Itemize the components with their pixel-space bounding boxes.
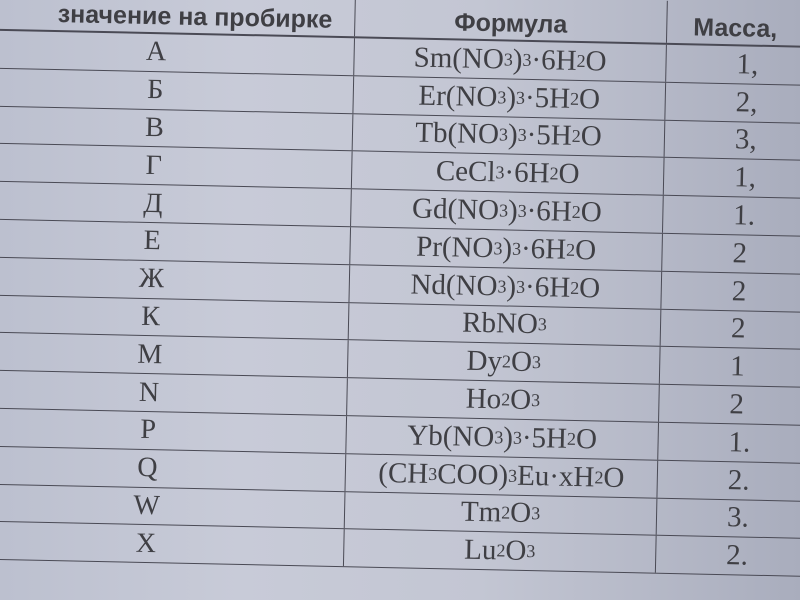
formula-text: ·6H [531,43,577,77]
formula-subscript: 3 [517,200,527,221]
chemical-formula [354,38,667,81]
formula-text: Ho [465,382,502,416]
formula-subscript: 3 [498,200,509,221]
mass-value: 3. [726,501,750,535]
formula-subscript: 3 [428,463,438,484]
mass-value: 2 [731,274,747,308]
mass-value: 1, [736,48,759,81]
formula-subscript: 3 [497,275,507,297]
formula-text: O [575,422,598,456]
formula-subscript: 2 [501,502,511,524]
tube-letter: В [0,106,353,151]
formula-subscript: 3 [526,541,536,562]
formula-subscript: 2 [569,88,580,109]
formula-subscript: 3 [537,314,548,335]
formula-subscript: 3 [497,86,507,108]
mass-value: 2. [725,539,749,572]
formula-subscript: 3 [494,427,504,448]
formula-text: ·5H [526,119,573,153]
tube-letter: W [0,483,345,528]
chemical-formula [353,76,666,119]
chemical-formula [348,341,661,384]
formula-text: ·6H [520,232,567,266]
formula-subscript: 3 [515,87,526,108]
tube-letter: Д [0,181,352,226]
formula-text: O [505,534,527,568]
tube-letter: N [0,370,348,415]
tube-letter: Ж [0,257,350,302]
formula-text: O [578,271,601,305]
tube-letter: Q [0,446,346,491]
formula-subscript: 2 [496,540,506,561]
formula-text: ·6H [524,270,571,304]
formula-subscript: 2 [570,277,580,298]
tube-letter: М [0,332,349,377]
tube-letter: Б [0,68,354,113]
formula-text: O [558,157,580,191]
formula-subscript: 2 [565,239,576,260]
mass-value: 2. [727,463,750,497]
chemical-formula [353,114,666,157]
mass-value: 2 [729,388,745,421]
formula-subscript: 3 [498,124,509,145]
formula-subscript: 2 [571,201,582,223]
formula-text: RbNO [461,307,539,341]
formula-text: Tb(NO [414,117,500,151]
formula-text: O [574,233,597,267]
formula-text: ) [506,270,517,303]
formula-subscript: 3 [517,125,527,146]
chemical-formula [344,530,657,573]
formula-subscript: 2 [549,163,559,184]
formula-subscript: 3 [515,276,526,297]
tube-letter: X [0,521,345,566]
formula-subscript: 2 [594,467,604,488]
chemical-formula [346,454,659,497]
mass-value: 2 [732,237,748,270]
formula-subscript: 2 [571,126,581,147]
formula-subscript: 3 [495,162,505,183]
formula-text: (CH [378,456,429,490]
formula-text: ) [502,232,513,265]
chemical-formula [347,378,660,421]
formula-text: ·6H [504,156,550,190]
formula-text: Tm [460,496,502,529]
formula-text: ) [507,118,519,152]
formula-text: O [509,497,532,530]
mass-value: 1. [728,426,751,459]
chemical-formula [349,265,662,308]
tube-letter: А [0,30,355,75]
formula-text: O [603,461,625,494]
formula-text: ) [512,43,523,76]
formula-text: ·5H [521,421,568,455]
formula-text: ·5H [524,81,571,115]
formula-text: O [580,120,603,153]
formula-subscript: 3 [507,465,518,486]
formula-text: Yb(NO [407,419,495,454]
formula-text: O [580,196,603,229]
mass-value: 2 [730,312,746,345]
header-formula: Формула [355,0,668,43]
chemical-formula [352,152,665,195]
tube-letter: К [0,295,349,340]
chemical-formula [350,227,663,270]
header-designation: значение на пробирке [0,0,356,36]
formula-subscript: 2 [501,351,512,372]
formula-text: O [509,383,532,417]
formula-subscript: 3 [522,49,532,70]
formula-subscript: 3 [531,352,542,373]
formula-text: ) [502,421,514,454]
tube-letter: Г [0,143,353,188]
tube-letter: P [0,408,347,453]
formula-subscript: 2 [576,50,586,72]
chemical-formula [345,492,658,535]
chemical-formula [349,303,662,346]
formula-text: ) [506,81,517,114]
header-mass: Масса, [693,12,778,43]
mass-value: 2, [735,85,758,119]
formula-text: Pr(NO [415,230,494,265]
formula-text: Nd(NO [410,268,498,302]
formula-text: Dy [466,344,503,378]
mass-value: 1. [733,199,756,232]
formula-text: O [578,82,601,116]
formula-text: Eu·xH [516,459,595,494]
mass-value: 1, [733,161,757,194]
mass-value: 1 [729,350,746,383]
mass-value: 3, [734,123,758,157]
formula-subscript: 3 [493,238,503,259]
formula-text: COO) [436,457,509,492]
formula-subscript: 2 [501,389,511,410]
formula-text: Gd(NO [411,192,500,227]
formula-text: CeCl [435,155,496,189]
chemical-formula [351,189,664,232]
formula-subscript: 3 [511,238,522,259]
chemical-formula [346,416,659,459]
formula-text: Sm(NO [413,41,505,76]
tube-letter: Е [0,219,351,264]
formula-text: ·6H [526,194,573,228]
formula-text: ) [507,194,519,227]
formula-text: O [585,45,607,78]
formula-subscript: 3 [530,390,541,411]
formula-text: O [510,345,533,379]
formula-subscript: 3 [530,503,541,524]
formula-text: Lu [463,533,497,567]
formula-subscript: 2 [566,428,577,449]
formula-subscript: 3 [503,49,514,70]
formula-text: Er(NO [418,79,498,113]
formula-subscript: 3 [512,427,523,448]
